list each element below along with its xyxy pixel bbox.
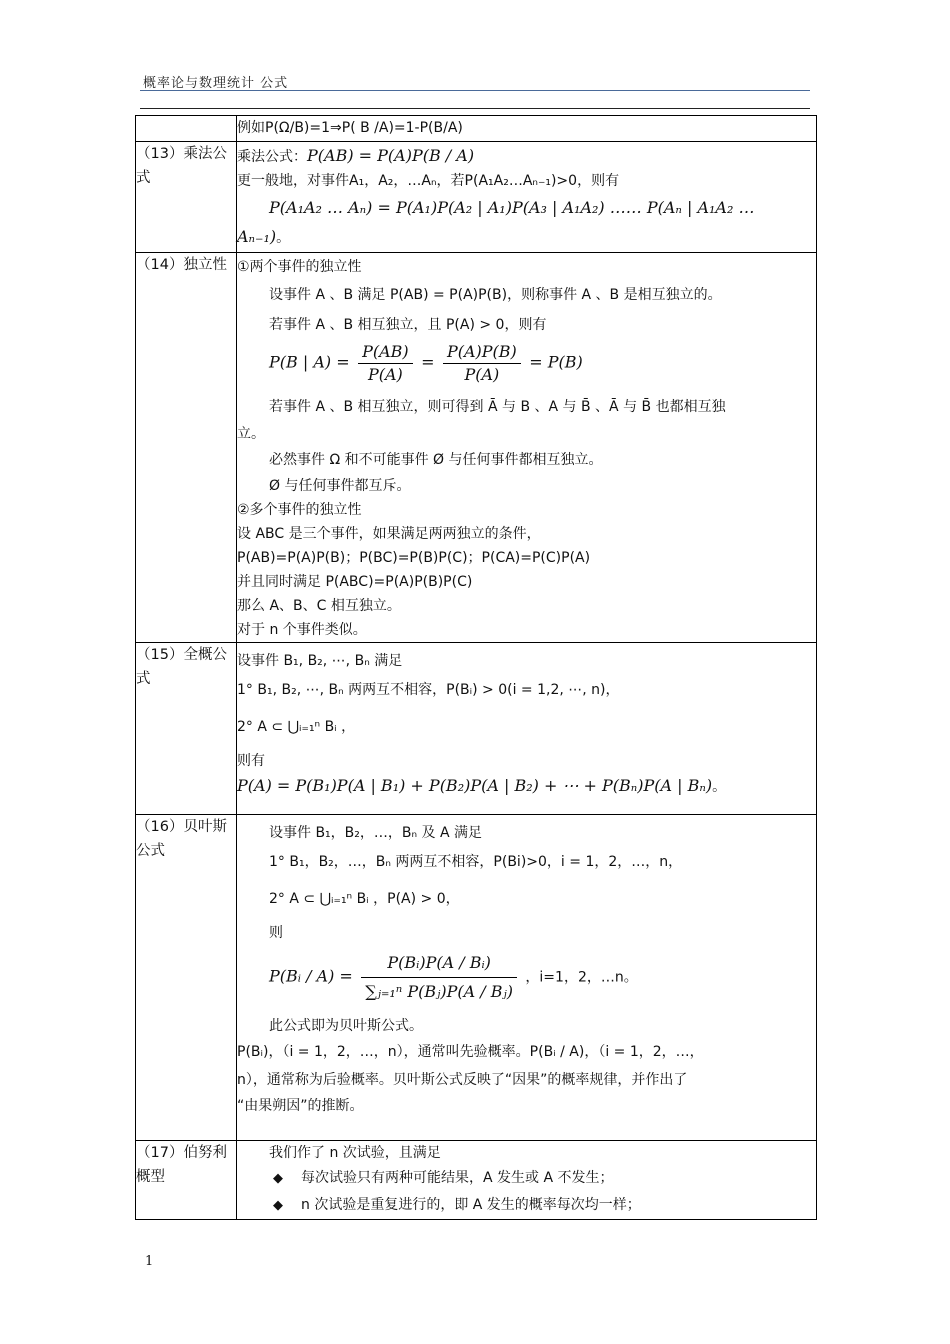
row-content-multiplication — [237, 142, 817, 253]
row-label-bayes: （16）贝叶斯公式 — [136, 815, 237, 1141]
table-row — [136, 1141, 817, 1220]
row-content-bayes — [237, 815, 817, 1141]
header-rule-bottom — [140, 108, 810, 109]
table-row — [136, 643, 817, 815]
text-line: 此公式即为贝叶斯公式。 — [269, 1018, 423, 1034]
row-label-total-probability: （15）全概公式 — [136, 643, 237, 815]
row-label — [136, 116, 237, 142]
text-line: 设事件 B₁，B₂，…，Bₙ 及 A 满足 — [269, 825, 482, 841]
row-label-multiplication: （13）乘法公式 — [136, 142, 237, 253]
fraction-formula: P(B | A) = $\frac{P(AB)}{P(A)}$ = $\frac{P(A)P(B)}{P(A)}$ = P(B) — [269, 342, 583, 384]
math-formula: P(A₁A₂ … Aₙ) = P(A₁)P(A₂ | A₁)P(A₃ | A₁A₂) …… P(Aₙ | A₁A₂ … — [269, 198, 755, 217]
text-line: 若事件 A 、B 相互独立，则可得到 Ā 与 B 、A 与 B̄ 、Ā 与 B̄ 也都相互独 — [269, 399, 726, 415]
row-content-bernoulli — [237, 1141, 817, 1220]
text-line: 2° A ⊂ ⋃ᵢ₌₁ⁿ Bᵢ ，P(A) > 0， — [269, 891, 460, 907]
row-label-independence: （14）独立性 — [136, 253, 237, 643]
text-line: 设事件 A 、B 满足 P(AB) = P(A)P(B)，则称事件 A 、B 是相互独立的。 — [269, 287, 722, 303]
text-line: P(AB)=P(A)P(B)；P(BC)=P(B)P(C)；P(CA)=P(C)P(A) — [237, 550, 591, 566]
text-line: 则 — [269, 925, 283, 941]
row-content — [237, 116, 817, 142]
text-line: 设 ABC 是三个事件，如果满足两两独立的条件， — [237, 526, 541, 542]
text-line: 设事件 B₁, B₂, ⋯, Bₙ 满足 — [237, 653, 403, 669]
fraction-formula: P(Bᵢ / A) = $\frac{\text{P(Bᵢ)P(A / Bᵢ)}}{\text{∑ⱼ₌₁ⁿ P(Bⱼ)P(A / Bⱼ)}}$ ，i=1，2，…n。 — [237, 949, 816, 1006]
text-line: “由果朔因”的推断。 — [237, 1098, 364, 1114]
table-row — [136, 815, 817, 1141]
list-item: ◆ n 次试验是重复进行的，即 A 发生的概率每次均一样； — [273, 1197, 641, 1213]
math-formula: P(A) = P(B₁)P(A | B₁) + P(B₂)P(A | B₂) + ⋯ + P(Bₙ)P(A | Bₙ) — [237, 776, 713, 795]
row-label-bernoulli: （17）伯努利概型 — [136, 1141, 237, 1220]
list-item: ◆ 每次试验只有两种可能结果，A 发生或 A 不发生； — [273, 1170, 614, 1186]
text-line: 我们作了 n 次试验，且满足 — [269, 1145, 441, 1161]
page-number: 1 — [145, 1254, 154, 1269]
text-line: 2° A ⊂ ⋃ᵢ₌₁ⁿ Bᵢ ， — [237, 719, 356, 735]
text-line: 立。 — [237, 426, 265, 442]
header-title: 概率论与数理统计 公式 — [143, 76, 289, 91]
bullet-icon: ◆ — [273, 1198, 283, 1213]
text-line: Ø 与任何事件都互斥。 — [269, 478, 411, 494]
example-line: 例如P(Ω/B)=1⇒P( B /A)=1-P(B/A) — [237, 120, 463, 136]
math-formula: Aₙ₋₁) — [237, 227, 277, 246]
row-content-total-probability — [237, 643, 817, 815]
table-row — [136, 253, 817, 643]
text-line: 若事件 A 、B 相互独立，且 P(A) > 0，则有 — [269, 317, 547, 333]
row-content-independence — [237, 253, 817, 643]
table-row — [136, 142, 817, 253]
text-line: 并且同时满足 P(ABC)=P(A)P(B)P(C) — [237, 574, 473, 590]
math-formula: P(AB) = P(A)P(B / A) — [307, 146, 475, 165]
text-line: 对于 n 个事件类似。 — [237, 622, 367, 638]
text-line: 乘法公式：P(AB) = P(A)P(B / A) — [237, 146, 475, 165]
header-rule-top — [140, 90, 810, 91]
text-line: 更一般地，对事件A₁，A₂，…Aₙ，若P(A₁A₂…Aₙ₋₁)>0，则有 — [237, 173, 620, 189]
section-heading: ②多个事件的独立性 — [237, 502, 362, 518]
section-heading: ①两个事件的独立性 — [237, 259, 362, 275]
text-line: 则有 — [237, 753, 265, 769]
text-line: 那么 A、B、C 相互独立。 — [237, 598, 401, 614]
text-line: 必然事件 Ω 和不可能事件 Ø 与任何事件都相互独立。 — [269, 452, 603, 468]
text-line: n），通常称为后验概率。贝叶斯公式反映了“因果”的概率规律，并作出了 — [237, 1072, 688, 1088]
text-line: Aₙ₋₁)。 — [237, 227, 291, 246]
bullet-icon: ◆ — [273, 1171, 283, 1186]
formula-table — [135, 115, 817, 1220]
table-row — [136, 116, 817, 142]
text-line: P(Bᵢ)，（i = 1，2，…，n），通常叫先验概率。P(Bᵢ / A)，（i = 1，2，…， — [237, 1044, 704, 1060]
text-line: 1° B₁，B₂，…，Bₙ 两两互不相容，P(Bi)>0，i = 1，2，…，n， — [269, 854, 683, 870]
text-line: P(A) = P(B₁)P(A | B₁) + P(B₂)P(A | B₂) + ⋯ + P(Bₙ)P(A | Bₙ)。 — [237, 776, 727, 795]
text-line: 1° B₁, B₂, ⋯, Bₙ 两两互不相容，P(Bᵢ) > 0(i = 1,2, ⋯, n)， — [237, 682, 620, 698]
